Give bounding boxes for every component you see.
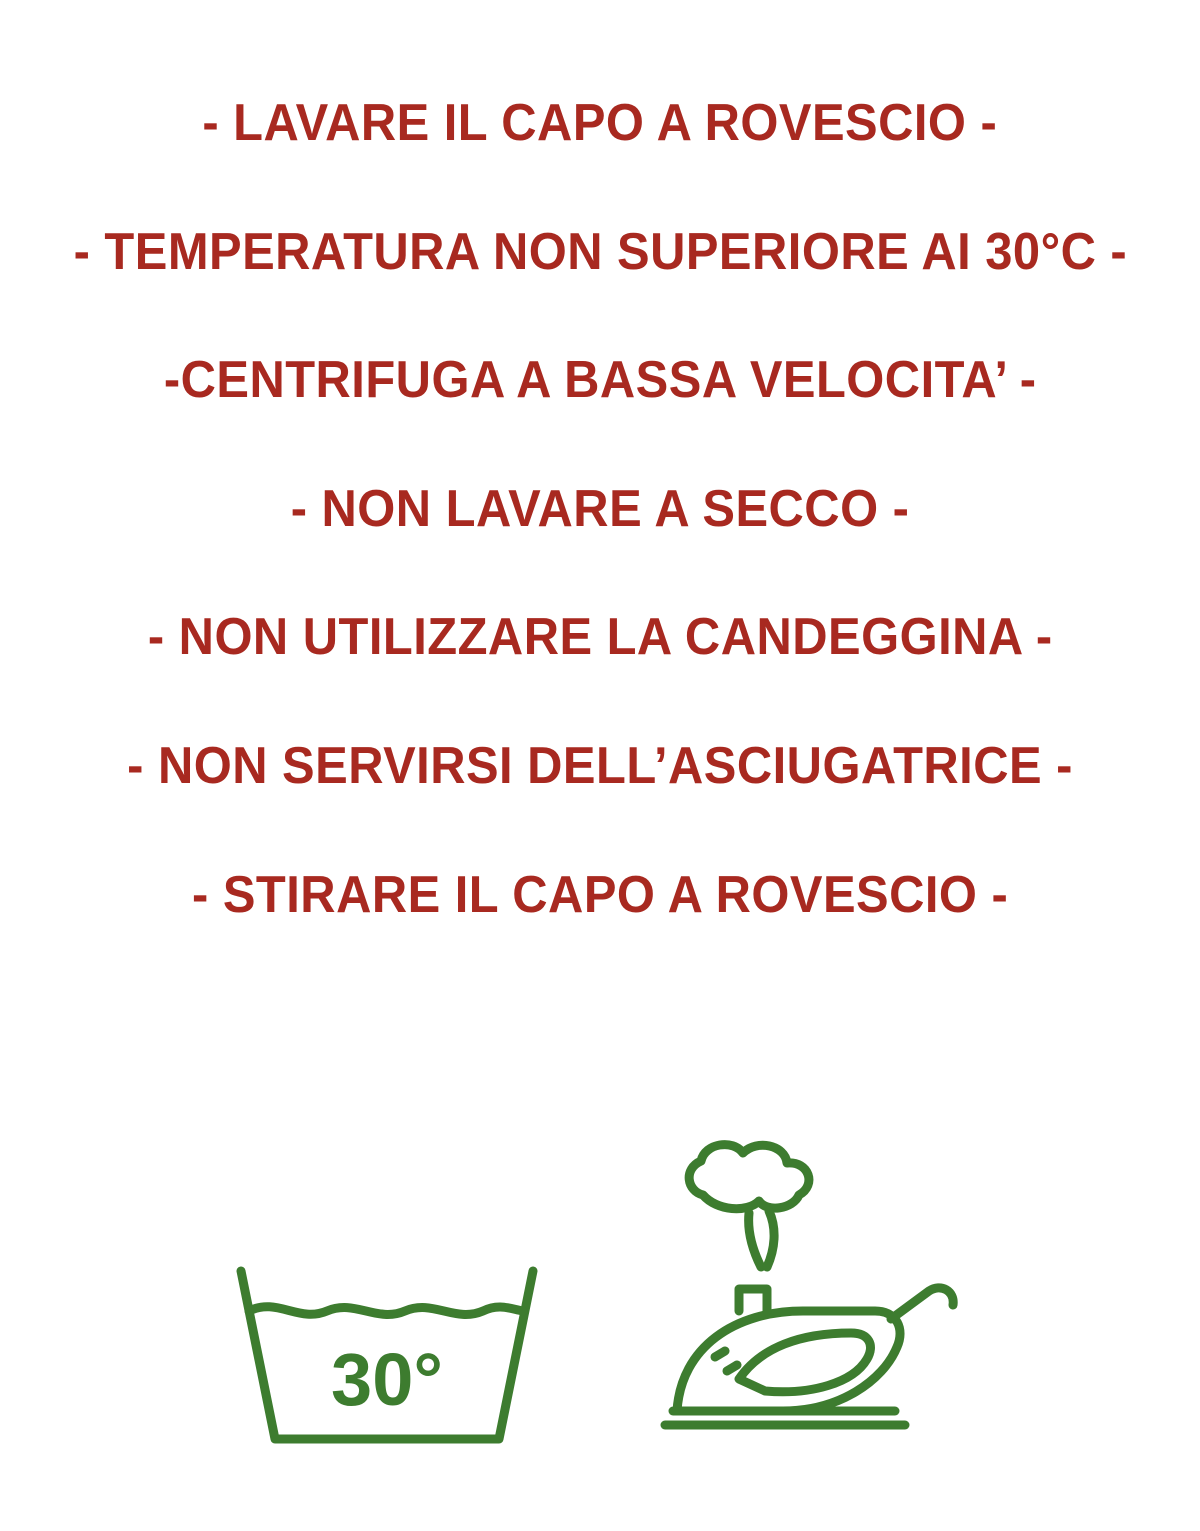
instruction-line: - LAVARE IL CAPO A ROVESCIO - [202, 94, 998, 152]
wash-temperature-label: 30° [331, 1338, 443, 1421]
instruction-line: - STIRARE IL CAPO A ROVESCIO - [191, 865, 1009, 924]
instruction-line: -CENTRIFUGA A BASSA VELOCITA’ - [163, 351, 1037, 410]
iron-steam-icon [643, 1133, 973, 1453]
care-symbols-row [0, 1133, 1200, 1453]
instruction-line: - NON UTILIZZARE LA CANDEGGINA - [147, 608, 1053, 667]
instruction-line: - NON SERVIRSI DELL’ASCIUGATRICE - [127, 736, 1073, 795]
instruction-line: - TEMPERATURA NON SUPERIORE AI 30°C - [73, 222, 1127, 281]
instruction-line: - NON LAVARE A SECCO - [290, 479, 910, 538]
wash-30-degrees-icon [227, 1253, 547, 1453]
